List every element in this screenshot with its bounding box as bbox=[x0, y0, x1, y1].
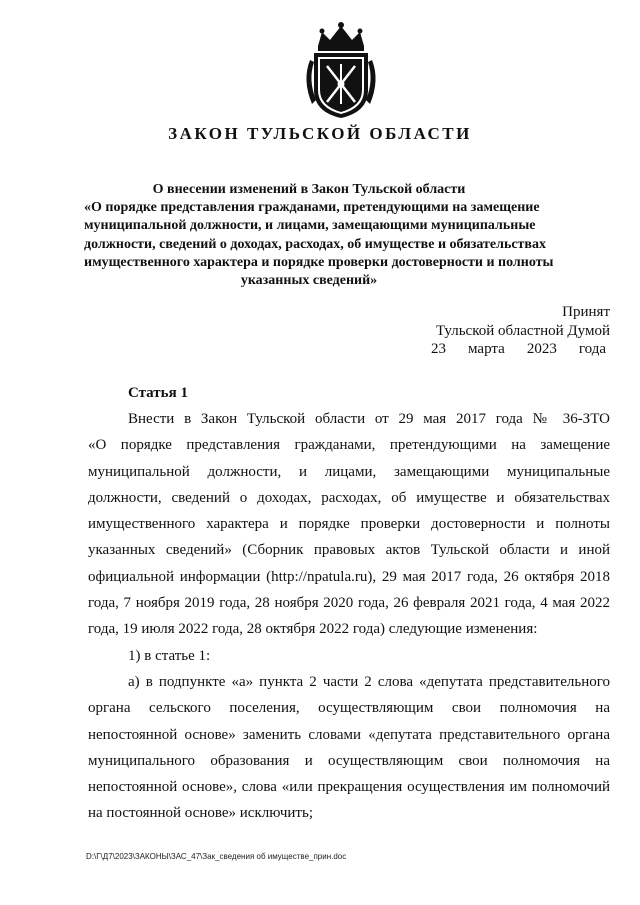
body-line: непостоянной основе» заменить словами «депутата представительного органа bbox=[88, 726, 610, 743]
heading-line: муниципальной должности, и лицами, замещающими муниципальные bbox=[84, 218, 536, 234]
body-line: муниципальной должности, и лицами, замещающими муниципальные bbox=[88, 463, 610, 480]
body-line: органа сельского поселения, осуществляющим свои полномочия на bbox=[88, 700, 610, 717]
adopted-by: Тульской областной Думой bbox=[435, 323, 610, 339]
body-line: а) в подпункте «а» пункта 2 части 2 слова «депутата представительного bbox=[128, 673, 610, 690]
law-heading bbox=[84, 181, 554, 290]
adopted-year-word: года bbox=[578, 341, 606, 357]
article-body bbox=[88, 406, 610, 827]
body-line: имущественного характера и порядке проверки достоверности и полноты bbox=[88, 516, 610, 533]
adopted-word: Принят bbox=[562, 304, 610, 320]
heading-line: «О порядке представления гражданами, претендующими на замещение bbox=[84, 200, 540, 216]
body-line: «О порядке представления гражданами, претендующими на замещение bbox=[88, 437, 610, 454]
heading-line: имущественного характера и порядке проверки достоверности и полноты bbox=[84, 254, 554, 270]
law-title: ЗАКОН ТУЛЬСКОЙ ОБЛАСТИ bbox=[168, 124, 472, 143]
body-line: непостоянной основе», слова «или прекращения осуществления им полномочий bbox=[88, 779, 610, 796]
adopted-date bbox=[431, 341, 606, 358]
file-path-footer: D:\Г\Д7\2023\ЗАКОНЫ\ЗАС_47\Зак_сведения об имуществе_прин.doc bbox=[86, 852, 347, 861]
adopted-year: 2023 bbox=[526, 341, 557, 357]
coat-of-arms-tula-region bbox=[296, 20, 386, 120]
body-line: указанных сведений» (Сборник правовых актов Тульской области и иной bbox=[88, 542, 610, 559]
body-line: года, 19 июля 2022 года, 28 октября 2022 года) следующие изменения: bbox=[88, 621, 538, 638]
heading-line: должности, сведений о доходах, расходах, об имуществе и обязательствах bbox=[84, 236, 546, 252]
body-line: 1) в статье 1: bbox=[128, 647, 211, 664]
adopted-month: марта bbox=[468, 341, 505, 357]
body-line: года, 7 ноября 2019 года, 28 ноября 2020 года, 26 февраля 2021 года, 4 мая 2022 bbox=[88, 595, 610, 612]
body-line: официальной информации (http://npatula.ru), 29 мая 2017 года, 26 октября 2018 bbox=[88, 568, 610, 585]
heading-line: указанных сведений» bbox=[240, 273, 378, 289]
body-line: муниципального образования и осуществляющим свои полномочия на bbox=[88, 752, 610, 769]
article-title: Статья 1 bbox=[128, 385, 188, 401]
body-line: Внести в Закон Тульской области от 29 мая 2017 года № 36-ЗТО bbox=[128, 411, 610, 427]
adopted-day: 23 bbox=[431, 341, 446, 357]
heading-line: О внесении изменений в Закон Тульской области bbox=[152, 182, 466, 197]
body-line: на постоянной основе» исключить; bbox=[88, 805, 313, 822]
body-line: должности, сведений о доходах, расходах, об имуществе и обязательствах bbox=[88, 489, 610, 506]
